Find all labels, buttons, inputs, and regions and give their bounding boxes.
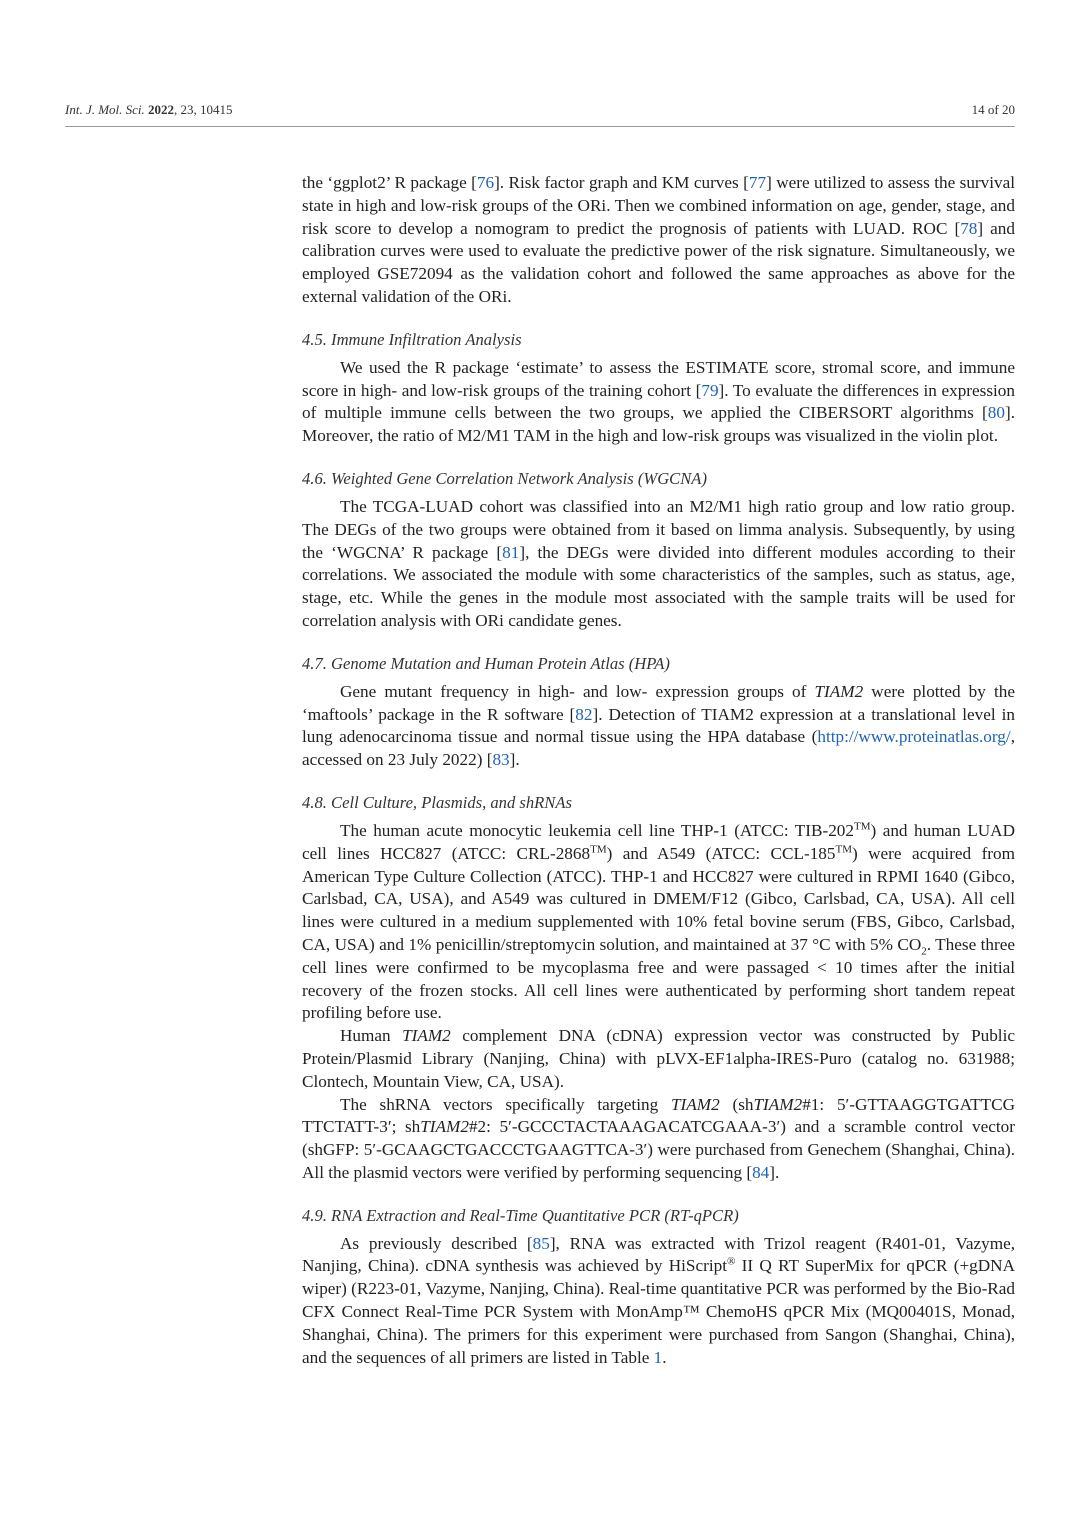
section-heading-4-8: 4.8. Cell Culture, Plasmids, and shRNAs [302,792,572,812]
paragraph: The human acute monocytic leukemia cell line THP-1 (ATCC: TIB-202™) and human LUAD cell lines HCC827 (ATCC: CRL-2868™) and A549 (ATCC: CCL-185™) were acquired from American Type Culture Collection (ATCC). THP-1 and HCC827 were cultured in RPMI 1640 (Gibco, Carlsbad, CA, USA), and A549 was cultured in DMEM/F12 (Gibco, Carlsbad, CA, USA). All cell lines were cultured in a medium supplemented with 10% fetal bovine serum (FBS, Gibco, Carlsbad, CA, USA) and 1% penicillin/streptomycin solution, and maintained at 37 °C with 5% $CO_2$. These three cell lines were confirmed to be mycoplasma free and were passaged < 10 times after the initial recovery of the frozen stocks. All cell lines were authenticated by performing short tandem repeat profiling before use. [302,820,1015,1023]
citation-link[interactable]: 82 [575,704,593,724]
citation-link[interactable]: 81 [502,542,520,562]
section-heading-4-6: 4.6. Weighted Gene Correlation Network Analysis (WGCNA) [302,468,707,488]
citation-link[interactable]: 78 [960,218,978,238]
article-body [302,172,1015,1369]
citation-link[interactable]: 85 [532,1233,550,1253]
paragraph: Gene mutant frequency in high- and low- expression groups of TIAM2 were plotted by the ‘maftools’ package in the R software [82]. Detection of TIAM2 expression at a translational level in lung adenocarcinoma tissue and normal tissue using the HPA database (http://www.proteinatlas.org/, accessed on 23 July 2022) [83]. [302,681,1015,770]
section-heading-4-7: 4.7. Genome Mutation and Human Protein Atlas (HPA) [302,653,670,673]
paragraph-continued: the ‘ggplot2’ R package [76]. Risk factor graph and KM curves [77] were utilized to assess the survival state in high and low-risk groups of the ORi. Then we combined information on age, gender, stage, and risk score to develop a nomogram to predict the prognosis of patients with LUAD. ROC [78] and calibration curves were used to evaluate the predictive power of the risk signature. Simultaneously, we employed GSE72094 as the validation cohort and followed the same approaches as above for the external validation of the ORi. [302,173,1016,306]
section-heading-4-9: 4.9. RNA Extraction and Real-Time Quantitative PCR (RT-qPCR) [302,1205,739,1225]
journal-citation [65,102,233,118]
citation-link[interactable]: 79 [701,380,719,400]
journal-name: Int. J. Mol. Sci. [65,102,145,117]
journal-year: 2022 [148,102,175,117]
paragraph: Human TIAM2 complement DNA (cDNA) expression vector was constructed by Public Protein/Plasmid Library (Nanjing, China) with pLVX-EF1alpha-IRES-Puro (catalog no. 631988; Clontech, Mountain View, CA, USA). [302,1026,1015,1091]
paragraph: We used the R package ‘estimate’ to assess the ESTIMATE score, stromal score, and immune score in high- and low-risk groups of the training cohort [79]. To evaluate the differences in expression of multiple immune cells between the two groups, we applied the CIBERSORT algorithms [80]. Moreover, the ratio of M2/M1 TAM in the high and low-risk groups was visualized in the violin plot. [302,357,1015,446]
external-url-link[interactable]: http://www.proteinatlas.org/ [817,727,1011,747]
page-number: 14 of 20 [971,102,1015,117]
paragraph: The shRNA vectors specifically targeting TIAM2 (shTIAM2#1: 5′-GTTAAGGTGATTCG TTCTATT-3′; shTIAM2#2: 5′-GCCCTACTAAAGACATCGAAA-3′) and a scramble control vector (shGFP: 5′-GCAAGCTGACCCTGAAGTTCA-3′) were purchased from Genechem (Shanghai, China). All the plasmid vectors were verified by performing sequencing [84]. [302,1094,1015,1182]
journal-volume: , 23, 10415 [174,102,233,117]
citation-link[interactable]: 80 [987,403,1005,423]
citation-link[interactable]: 84 [752,1162,770,1182]
citation-link[interactable]: 77 [748,173,767,192]
table-link[interactable]: 1 [653,1347,663,1367]
citation-link[interactable]: 83 [492,750,510,770]
paragraph: The TCGA-LUAD cohort was classified into an M2/M1 high ratio group and low ratio group. The DEGs of the two groups were obtained from it based on limma analysis. Subsequently, by using the ‘WGCNA’ R package [81], the DEGs were divided into different modules according to their correlations. We associated the module with some characteristics of the samples, such as status, age, stage, etc. While the genes in the module most associated with the sample traits will be used for correlation analysis with ORi candidate genes. [302,496,1015,630]
paragraph: As previously described [85], RNA was extracted with Trizol reagent (R401-01, Vazyme, Nanjing, China). cDNA synthesis was achieved by HiScript® II Q RT SuperMix for qPCR (+gDNA wiper) (R223-01, Vazyme, Nanjing, China). Real-time quantitative PCR was performed by the Bio-Rad CFX Connect Real-Time PCR System with MonAmp™ ChemoHS qPCR Mix (MQ00401S, Monad, Shanghai, China). The primers for this experiment were purchased from Sangon (Shanghai, China), and the sequences of all primers are listed in Table 1. [302,1233,1015,1367]
citation-link[interactable]: 76 [476,173,495,192]
section-heading-4-5: 4.5. Immune Infiltration Analysis [302,329,522,349]
header-rule [65,126,1015,127]
